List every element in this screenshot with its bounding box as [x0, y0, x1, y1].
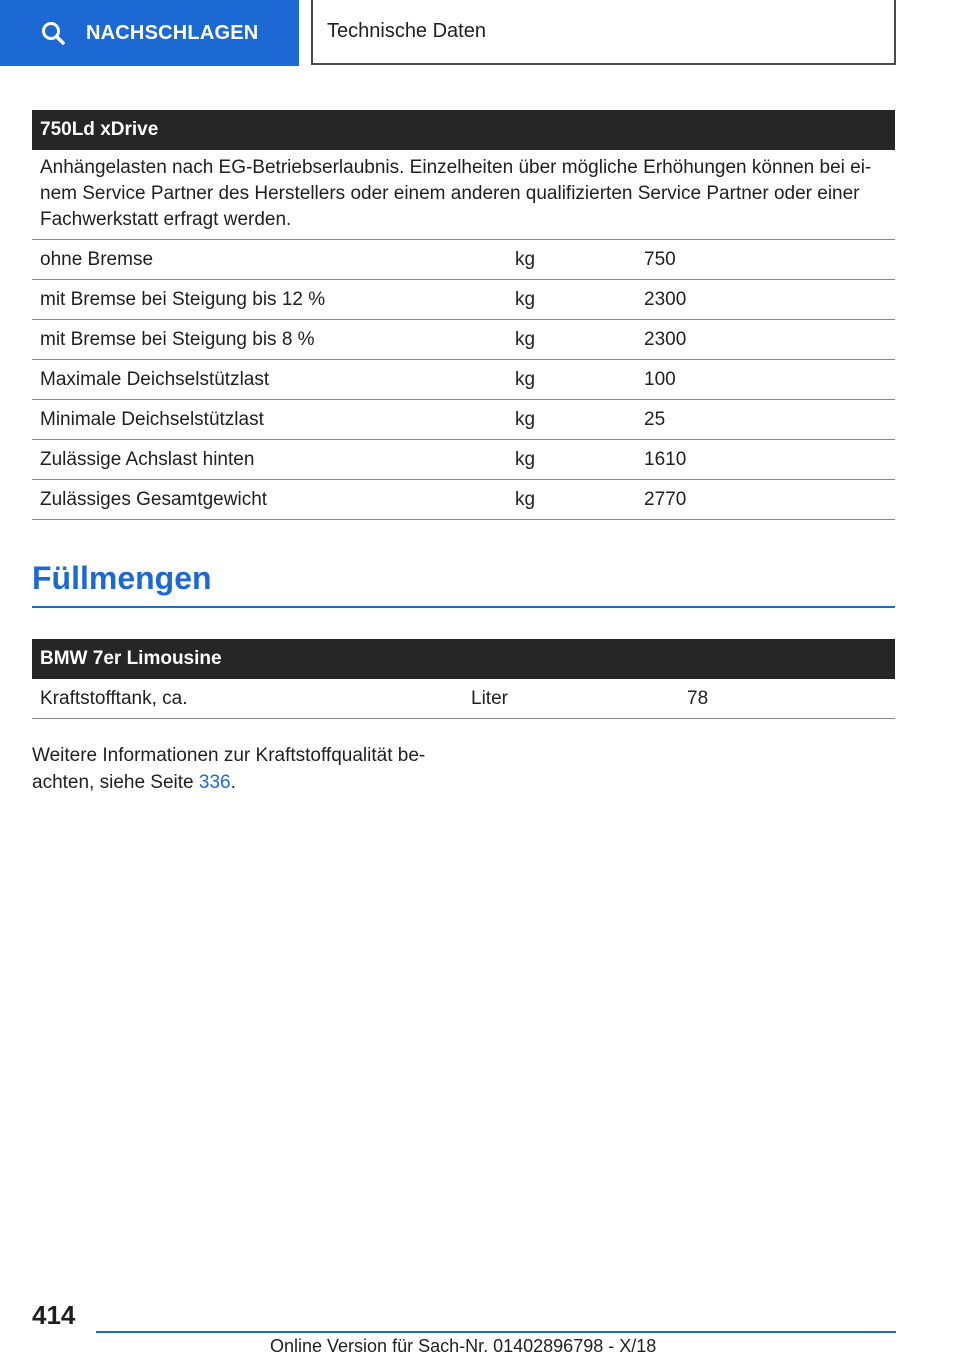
note-suffix: . [230, 772, 236, 793]
section-heading: Füllmengen [32, 560, 895, 608]
cell-label: Zulässiges Gesamtgewicht [32, 480, 507, 520]
footer-divider [96, 1331, 896, 1333]
cell-label: ohne Bremse [32, 240, 507, 280]
cell-value: 1610 [636, 440, 895, 480]
cell-unit: kg [507, 480, 636, 520]
table-row [32, 240, 895, 280]
section-title: Technische Daten [327, 20, 486, 42]
table-row [32, 280, 895, 320]
table-row [32, 320, 895, 360]
trailer-load-table-container [32, 110, 895, 520]
table-row [32, 440, 895, 480]
cell-value: 2770 [636, 480, 895, 520]
cell-value: 2300 [636, 280, 895, 320]
table-description-row [32, 150, 895, 240]
note-line2: achten, siehe Seite [32, 772, 199, 793]
page-header [0, 0, 960, 66]
search-icon [40, 20, 66, 46]
cell-value: 2300 [636, 320, 895, 360]
table-header-row [32, 639, 895, 679]
cell-label: mit Bremse bei Steigung bis 8 % [32, 320, 507, 360]
table-title: 750Ld xDrive [32, 110, 895, 150]
table-row [32, 679, 895, 719]
fill-quantities-table-container [32, 639, 895, 719]
cell-label: mit Bremse bei Steigung bis 12 % [32, 280, 507, 320]
table-row [32, 400, 895, 440]
cell-unit: kg [507, 360, 636, 400]
page-reference-link[interactable]: 336 [198, 772, 231, 793]
page-number: 414 [32, 1300, 76, 1330]
nachschlagen-tab[interactable] [0, 0, 299, 66]
table-row [32, 360, 895, 400]
table-row [32, 480, 895, 520]
cell-unit: kg [507, 400, 636, 440]
cell-value: 750 [636, 240, 895, 280]
cell-value: 25 [636, 400, 895, 440]
cell-unit: kg [507, 440, 636, 480]
cell-label: Kraftstofftank, ca. [32, 679, 463, 719]
cell-unit: Liter [463, 679, 679, 719]
cell-label: Minimale Deichselstützlast [32, 400, 507, 440]
nav-label: NACHSCHLAGEN [86, 21, 259, 44]
fuel-quality-note [32, 742, 452, 796]
cell-unit: kg [507, 280, 636, 320]
table-header-row [32, 110, 895, 150]
cell-value: 78 [679, 679, 895, 719]
fill-quantities-table [32, 639, 895, 719]
cell-label: Maximale Deichselstützlast [32, 360, 507, 400]
table-description: Anhängelasten nach EG-Betriebserlaubnis. Einzelheiten über mögliche Erhöhungen können bei ei-nem Service Partner des Herstellers oder einem anderen qualifizierten Service Partner oder einer Fachwerkstatt erfragt werden. [32, 150, 895, 240]
section-title-tab[interactable] [311, 0, 896, 65]
cell-unit: kg [507, 240, 636, 280]
cell-value: 100 [636, 360, 895, 400]
cell-label: Zulässige Achslast hinten [32, 440, 507, 480]
cell-unit: kg [507, 320, 636, 360]
table-title: BMW 7er Limousine [32, 639, 895, 679]
trailer-load-table [32, 110, 895, 520]
footer-online-version: Online Version für Sach-Nr. 01402896798 - X/18 [270, 1336, 657, 1356]
note-line1: Weitere Informationen zur Kraftstoffqualität be- [32, 745, 426, 766]
